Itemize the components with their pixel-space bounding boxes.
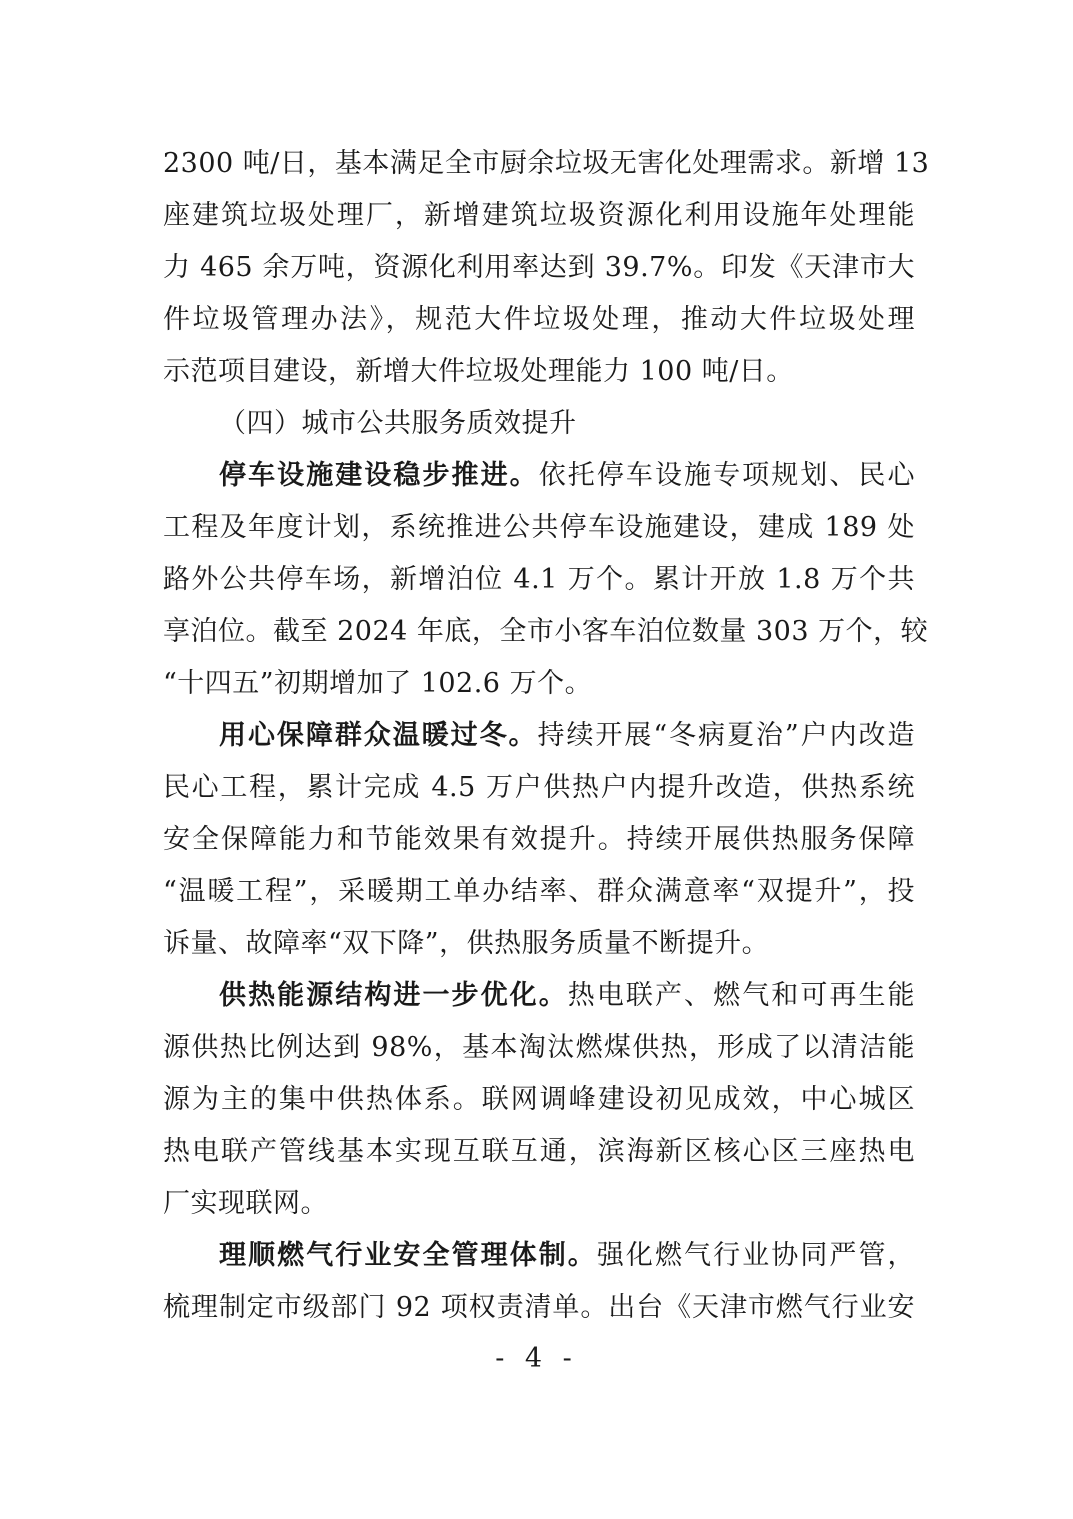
text-line: 诉量、故障率“双下降”，供热服务质量不断提升。 [163,928,770,959]
text-line: 力 465 余万吨，资源化利用率达到 39.7%。印发《天津市大 [163,252,915,283]
paragraph-first-line [163,970,915,1022]
text-line: 安全保障能力和节能效果有效提升。持续开展供热服务保障 [163,824,915,855]
paragraph-lead: 停车设施建设稳步推进。 [219,460,539,491]
paragraph-first-line [163,1230,915,1282]
document-body [163,138,930,1334]
text-line: 座建筑垃圾处理厂，新增建筑垃圾资源化利用设施年处理能 [163,200,915,231]
text-line: 热电联产管线基本实现互联互通，滨海新区核心区三座热电 [163,1136,915,1167]
paragraph-line-text: 热电联产、燃气和可再生能 [567,980,916,1011]
page-number: - 4 - [495,1343,578,1374]
paragraph-lead: 用心保障群众温暖过冬。 [219,720,538,751]
text-line: 示范项目建设，新增大件垃圾处理能力 100 吨/日。 [163,356,794,387]
text-line: 民心工程，累计完成 4.5 万户供热户内提升改造，供热系统 [163,772,915,803]
text-line: 梳理制定市级部门 92 项权责清单。出台《天津市燃气行业安 [163,1292,915,1323]
paragraph-line-text: 持续开展“冬病夏治”户内改造 [537,720,916,751]
text-line: 件垃圾管理办法》，规范大件垃圾处理，推动大件垃圾处理 [163,304,915,335]
text-line: “十四五”初期增加了 102.6 万个。 [163,668,593,699]
section-heading: （四）城市公共服务质效提升 [219,408,577,439]
text-line: 路外公共停车场，新增泊位 4.1 万个。累计开放 1.8 万个共 [163,564,915,595]
paragraph-line-text: 依托停车设施专项规划、民心 [538,460,916,491]
text-line: 源供热比例达到 98%，基本淘汰燃煤供热，形成了以清洁能 [163,1032,915,1063]
paragraph-lead: 供热能源结构进一步优化。 [219,980,568,1011]
text-line: 源为主的集中供热体系。联网调峰建设初见成效，中心城区 [163,1084,915,1115]
text-line: 厂实现联网。 [163,1188,328,1219]
paragraph-lead: 理顺燃气行业安全管理体制。 [219,1240,597,1271]
paragraph-line-text: 强化燃气行业协同严管， [596,1240,916,1271]
text-line: “温暖工程”，采暖期工单办结率、群众满意率“双提升”，投 [163,876,915,907]
paragraph-first-line [163,450,915,502]
text-line: 2300 吨/日，基本满足全市厨余垃圾无害化处理需求。新增 13 [163,148,930,179]
text-line: 工程及年度计划，系统推进公共停车设施建设，建成 189 处 [163,512,915,543]
text-line: 享泊位。截至 2024 年底，全市小客车泊位数量 303 万个，较 [163,616,929,647]
paragraph-first-line [163,710,915,762]
